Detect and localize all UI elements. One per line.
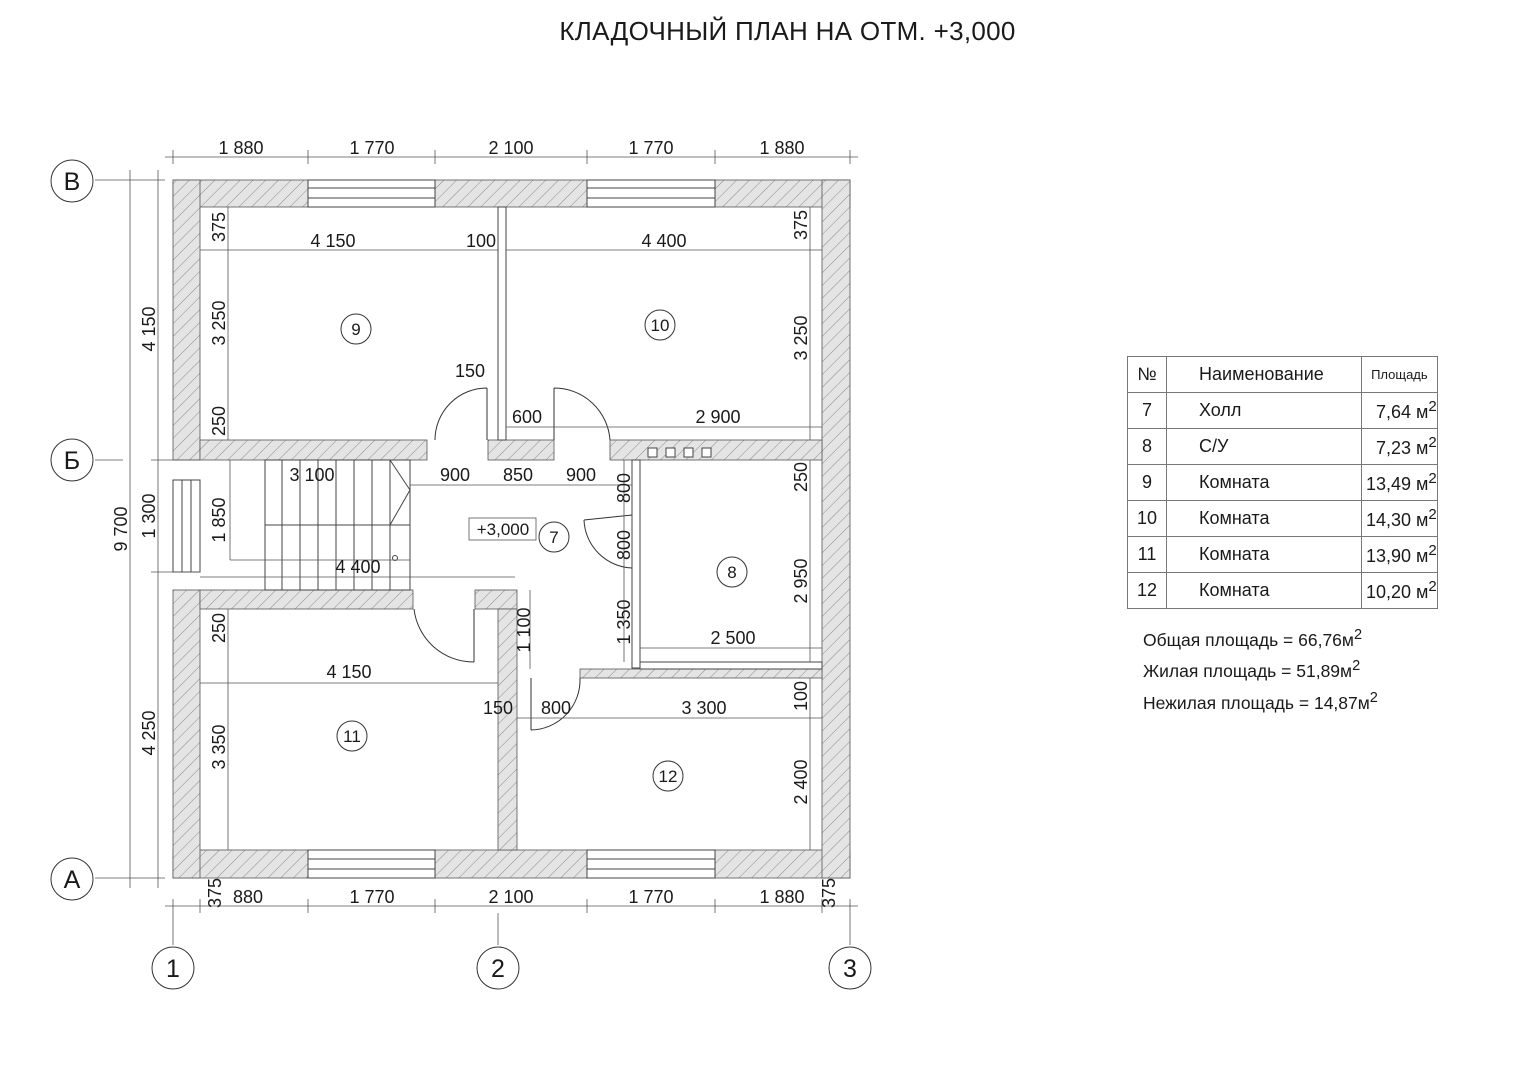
- dim-room8-width: 2 500: [710, 628, 756, 648]
- wall-b-left: [200, 440, 427, 460]
- dim-left-outer: 9 700: [111, 506, 131, 552]
- wall-left-lower: [173, 590, 200, 878]
- dim-room11-top: 250: [209, 612, 229, 644]
- partitions: [498, 207, 822, 669]
- dim-left-bottom: 4 250: [139, 710, 159, 756]
- drawing-title: КЛАДОЧНЫЙ ПЛАН НА ОТМ. +3,000: [559, 16, 1016, 46]
- table-row: [1128, 573, 1438, 609]
- wall-b-right: [610, 440, 822, 460]
- table-row: [1128, 429, 1438, 465]
- row-area: 7,23 $м^2$: [1362, 429, 1438, 465]
- window-bottom-2: [587, 850, 715, 878]
- dim-hall-1100: 1 100: [514, 607, 534, 653]
- dim-hall-900b: 900: [565, 465, 597, 485]
- wall-mid-left: [200, 590, 413, 609]
- dimension-lines: [95, 150, 858, 945]
- row-area: 13,49 $м^2$: [1362, 465, 1438, 501]
- dim-hall-850: 850: [502, 465, 534, 485]
- dim-bottom-right-small: 375: [819, 877, 839, 909]
- wall-mid-right-stub: [475, 590, 517, 609]
- dim-hall-900a: 900: [439, 465, 471, 485]
- dim-top-5: 1 880: [759, 138, 805, 158]
- door-room11: [414, 609, 474, 662]
- dim-door-150-top: 150: [454, 361, 486, 381]
- dim-150-bottom: 150: [482, 698, 514, 718]
- row-name: Комната: [1167, 573, 1362, 609]
- dim-room12-width: 3 300: [681, 698, 727, 718]
- row-num: 7: [1128, 393, 1167, 429]
- row-num: 10: [1128, 501, 1167, 537]
- header-name: Наименование: [1167, 357, 1362, 393]
- wall-left-upper: [173, 180, 200, 460]
- dim-room8-height: 2 950: [791, 558, 811, 604]
- wall-bottom-middle: [435, 850, 587, 878]
- door-room9: [435, 388, 487, 440]
- dim-top-1: 1 880: [218, 138, 264, 158]
- room-8-label: 8: [727, 563, 737, 582]
- row-name: С/У: [1167, 429, 1362, 465]
- row-area: 7,64 $м^2$: [1362, 393, 1438, 429]
- partition-9-10: [498, 207, 506, 440]
- dim-hall-800a: 800: [614, 472, 634, 504]
- door-room10: [554, 388, 610, 440]
- dim-2900: 2 900: [695, 407, 741, 427]
- wall-right: [822, 180, 850, 878]
- table-header-row: [1128, 357, 1438, 393]
- dim-hall-800b: 800: [614, 529, 634, 561]
- doors: [414, 388, 632, 730]
- dim-left-top: 4 150: [139, 306, 159, 352]
- dim-top-2: 1 770: [349, 138, 395, 158]
- dim-room10-height: 3 250: [791, 315, 811, 361]
- dim-top-4: 1 770: [628, 138, 674, 158]
- dim-bottom-2: 1 770: [349, 887, 395, 907]
- wall-top-middle: [435, 180, 587, 207]
- row-name: Комната: [1167, 501, 1362, 537]
- window-top-1: [308, 180, 435, 207]
- room-10-label: 10: [650, 316, 670, 335]
- dim-room12-top: 100: [791, 680, 811, 712]
- dim-room9-height: 3 250: [209, 300, 229, 346]
- window-top-2: [587, 180, 715, 207]
- axis-label-1: 1: [166, 955, 180, 983]
- room-11-label: 11: [343, 727, 361, 746]
- wall-b-mid: [488, 440, 554, 460]
- dim-stair-1850: 1 850: [209, 497, 229, 543]
- dim-room9-bottom: 250: [209, 405, 229, 437]
- dim-bottom-3: 2 100: [488, 887, 534, 907]
- level-mark: +3,000: [476, 520, 530, 539]
- row-area: 13,90 $м^2$: [1362, 537, 1438, 573]
- table-row: [1128, 465, 1438, 501]
- dim-room12-height: 2 400: [791, 759, 811, 805]
- room-9-label: 9: [351, 320, 361, 339]
- row-num: 8: [1128, 429, 1167, 465]
- dim-bottom-5: 1 880: [759, 887, 805, 907]
- axis-label-v: В: [63, 168, 81, 196]
- non-living-area: Нежилая площадь = $14,87м^2$: [1143, 689, 1378, 713]
- axis-label-3: 3: [843, 955, 857, 983]
- dim-room9-top: 375: [209, 211, 229, 243]
- wall-12-top: [580, 669, 822, 678]
- row-num: 9: [1128, 465, 1167, 501]
- table-row: [1128, 501, 1438, 537]
- row-area: 14,30 $м^2$: [1362, 501, 1438, 537]
- dim-room8-top: 250: [791, 461, 811, 493]
- window-left-stair: [173, 480, 200, 572]
- header-num: №: [1128, 357, 1167, 393]
- dim-600: 600: [511, 407, 543, 427]
- dim-room9-width: 4 150: [310, 231, 356, 251]
- row-name: Комната: [1167, 465, 1362, 501]
- dim-partition-100: 100: [465, 231, 497, 251]
- dim-room10-top: 375: [791, 209, 811, 241]
- dim-800-bottom: 800: [540, 698, 572, 718]
- dim-top-3: 2 100: [488, 138, 534, 158]
- axis-label-2: 2: [491, 955, 505, 983]
- table-row: [1128, 537, 1438, 573]
- axis-label-b: Б: [63, 447, 81, 475]
- room-12-label: 12: [658, 767, 678, 786]
- room-7-label: 7: [549, 528, 559, 547]
- partition-8-bottom: [640, 662, 822, 669]
- row-name: Холл: [1167, 393, 1362, 429]
- room-schedule-table: [1127, 356, 1438, 609]
- dim-bottom-left-small: 375: [205, 877, 225, 909]
- dim-stair-4400: 4 400: [335, 557, 381, 577]
- axis-label-a: А: [63, 866, 81, 894]
- dim-bottom-4: 1 770: [628, 887, 674, 907]
- dim-left-middle: 1 300: [139, 493, 159, 539]
- header-area: Площадь: [1362, 357, 1438, 393]
- dim-bottom-1: 880: [232, 887, 264, 907]
- row-num: 12: [1128, 573, 1167, 609]
- row-name: Комната: [1167, 537, 1362, 573]
- total-area: Общая площадь = $66,76м^2$: [1143, 627, 1363, 650]
- living-area: Жилая площадь = $51,89м^2$: [1143, 658, 1361, 682]
- table-row: [1128, 393, 1438, 429]
- dim-stair-3100: 3 100: [289, 465, 335, 485]
- dim-room11-width: 4 150: [326, 662, 372, 682]
- dim-hall-1350: 1 350: [614, 599, 634, 645]
- area-totals: [1143, 622, 1378, 716]
- row-area: 10,20 $м^2$: [1362, 573, 1438, 609]
- window-bottom-1: [308, 850, 435, 878]
- dim-room10-width: 4 400: [641, 231, 687, 251]
- dim-room11-height: 3 350: [209, 724, 229, 770]
- row-num: 11: [1128, 537, 1167, 573]
